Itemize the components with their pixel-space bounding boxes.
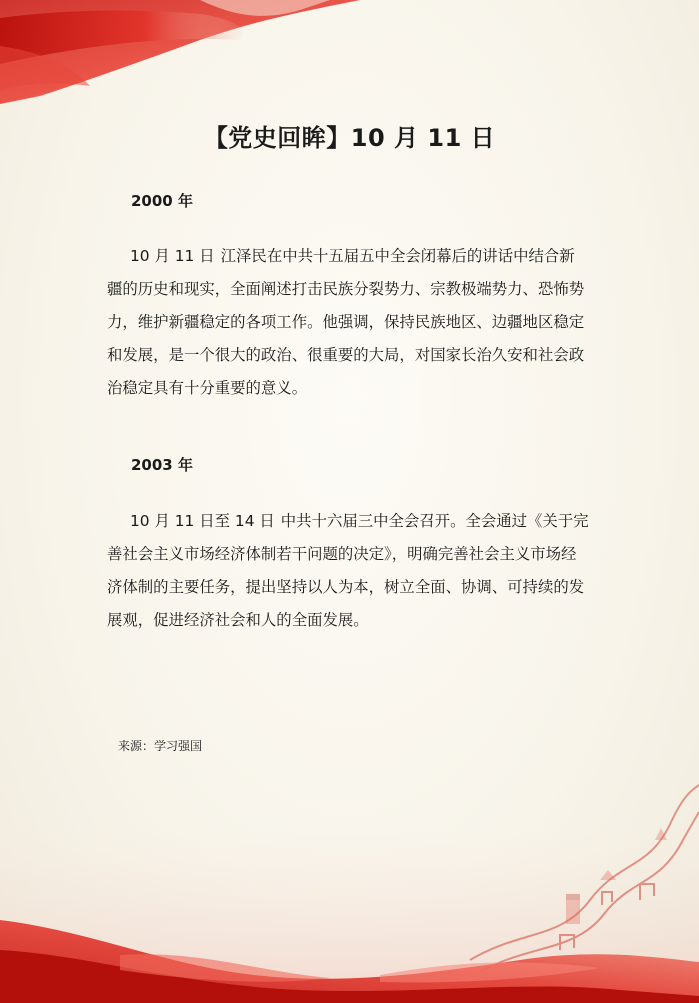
paragraph-text: 江泽民在中共十五届五中全会闭幕后的讲话中结合新	[220, 247, 575, 265]
paragraph-line	[107, 505, 601, 538]
entry-paragraph	[107, 240, 601, 405]
entry-date: 10 月 11 日	[130, 247, 215, 265]
paragraph-line: 展观，促进经济社会和人的全面发展。	[107, 611, 369, 629]
entry-paragraph	[107, 505, 601, 637]
paragraph-line: 济体制的主要任务，提出坚持以人为本，树立全面、协调、可持续的发	[107, 578, 585, 596]
year-heading: 2003 年	[131, 456, 193, 474]
year-heading: 2000 年	[131, 192, 193, 210]
paragraph-line: 疆的历史和现实，全面阐述打击民族分裂势力、宗教极端势力、恐怖势	[107, 280, 585, 298]
entry-date: 10 月 11 日至 14 日	[130, 512, 275, 530]
paragraph-text: 中共十六届三中全会召开。全会通过《关于完	[280, 512, 589, 530]
paragraph-line: 力，维护新疆稳定的各项工作。他强调，保持民族地区、边疆地区稳定	[107, 313, 585, 331]
paragraph-line	[107, 240, 601, 273]
paragraph-line: 善社会主义市场经济体制若干问题的决定》，明确完善社会主义市场经	[107, 545, 577, 563]
paragraph-line: 治稳定具有十分重要的意义。	[107, 379, 308, 397]
source-credit: 来源：学习强国	[118, 739, 203, 753]
page-title: 【党史回眸】10 月 11 日	[203, 124, 496, 152]
paragraph-line: 和发展，是一个很大的政治、很重要的大局，对国家长治久安和社会政	[107, 346, 585, 364]
